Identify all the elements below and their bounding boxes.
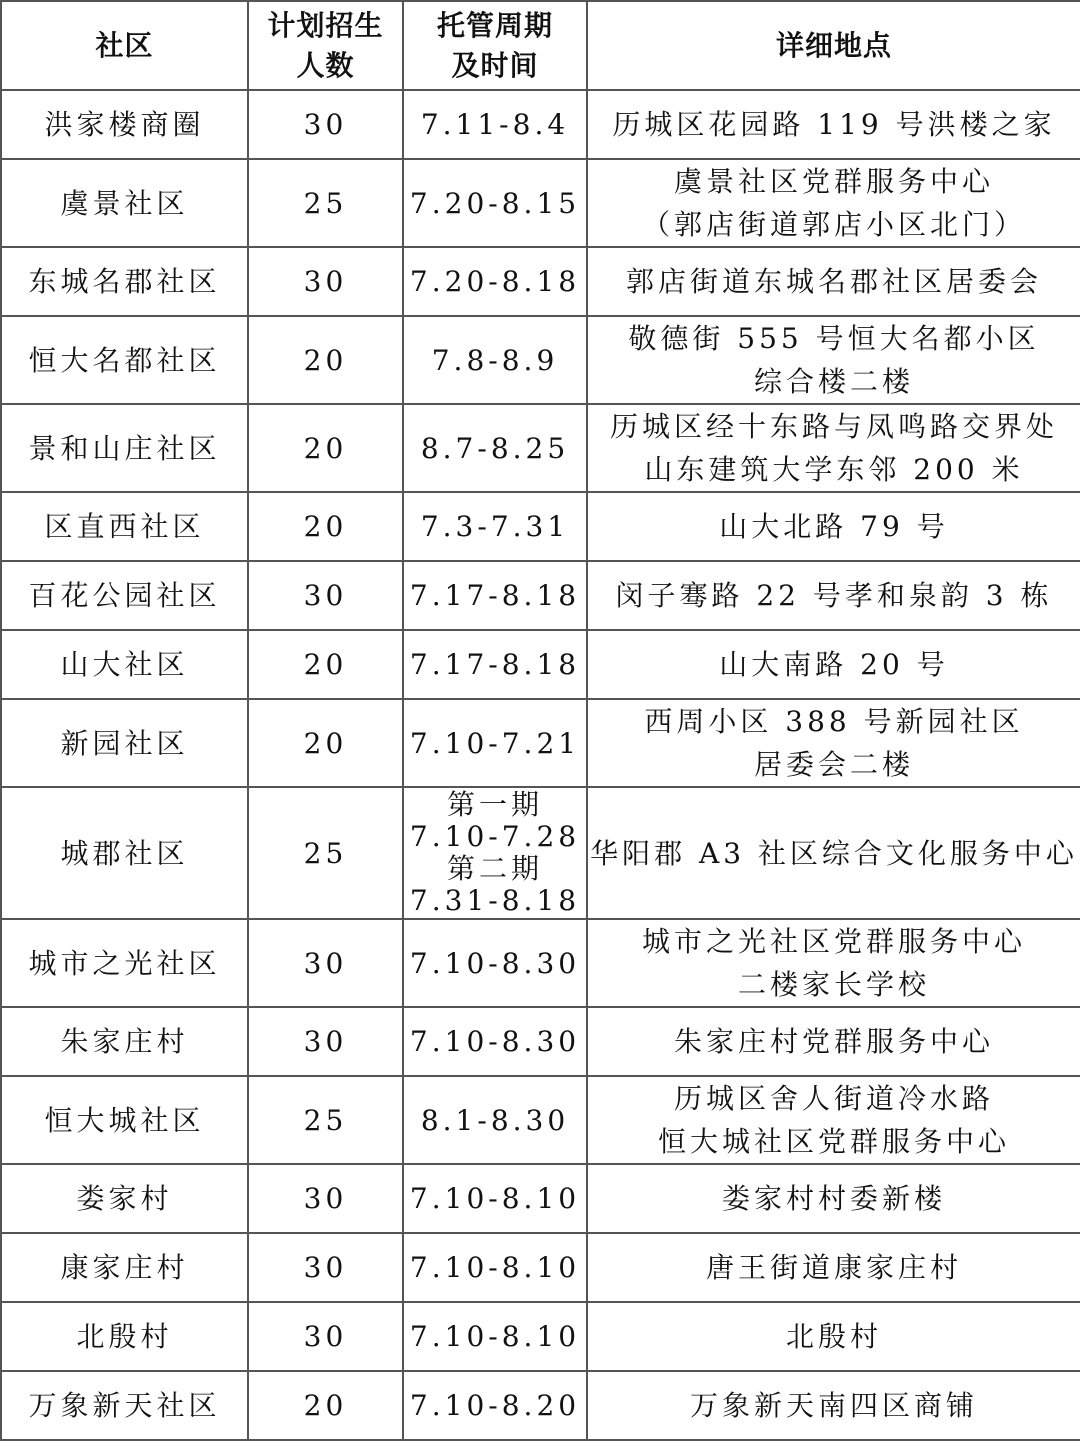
location-cell: 唐王街道康家庄村 [587,1233,1080,1302]
community-cell: 朱家庄村 [1,1007,248,1076]
count-cell: 20 [248,492,403,561]
table-row [1,787,1080,919]
location-cell: 城市之光社区党群服务中心 二楼家长学校 [587,919,1080,1007]
header-row [1,1,1080,90]
period-cell: 7.8-8.9 [403,316,587,404]
count-cell: 30 [248,90,403,159]
count-cell: 30 [248,1233,403,1302]
location-cell: 西周小区 388 号新园社区 居委会二楼 [587,699,1080,787]
table-row [1,630,1080,699]
count-cell: 20 [248,1371,403,1440]
location-cell: 娄家村村委新楼 [587,1164,1080,1233]
count-cell: 20 [248,630,403,699]
count-cell: 30 [248,1007,403,1076]
table-row [1,1371,1080,1440]
period-cell: 7.10-8.30 [403,1007,587,1076]
community-cell: 百花公园社区 [1,561,248,630]
period-cell: 7.10-8.10 [403,1164,587,1233]
period-cell: 8.1-8.30 [403,1076,587,1164]
location-cell: 万象新天南四区商铺 [587,1371,1080,1440]
count-cell: 30 [248,1302,403,1371]
location-cell: 敬德街 555 号恒大名都小区 综合楼二楼 [587,316,1080,404]
community-cell: 山大社区 [1,630,248,699]
header-period: 托管周期 及时间 [403,1,587,90]
table-row [1,247,1080,316]
table-row [1,1233,1080,1302]
table-body [1,90,1080,1440]
location-cell: 闵子骞路 22 号孝和泉韵 3 栋 [587,561,1080,630]
community-cell: 恒大城社区 [1,1076,248,1164]
period-cell: 7.17-8.18 [403,630,587,699]
count-cell: 25 [248,1076,403,1164]
period-cell: 7.10-8.30 [403,919,587,1007]
period-cell: 7.10-8.10 [403,1233,587,1302]
count-cell: 20 [248,699,403,787]
community-cell: 东城名郡社区 [1,247,248,316]
period-cell: 7.20-8.18 [403,247,587,316]
table-row [1,316,1080,404]
community-cell: 虞景社区 [1,159,248,247]
header-community: 社区 [1,1,248,90]
community-cell: 景和山庄社区 [1,404,248,492]
location-cell: 华阳郡 A3 社区综合文化服务中心 [587,787,1080,919]
table-row [1,561,1080,630]
table-row [1,919,1080,1007]
count-cell: 20 [248,404,403,492]
location-cell: 山大北路 79 号 [587,492,1080,561]
period-cell: 7.20-8.15 [403,159,587,247]
period-cell: 7.10-8.10 [403,1302,587,1371]
count-cell: 25 [248,787,403,919]
period-cell: 7.11-8.4 [403,90,587,159]
header-count: 计划招生 人数 [248,1,403,90]
location-cell: 历城区经十东路与凤鸣路交界处 山东建筑大学东邻 200 米 [587,404,1080,492]
header-location: 详细地点 [587,1,1080,90]
period-cell: 7.10-7.21 [403,699,587,787]
table-row [1,404,1080,492]
table-row [1,90,1080,159]
location-cell: 历城区舍人街道冷水路 恒大城社区党群服务中心 [587,1076,1080,1164]
period-cell: 第一期 7.10-7.28 第二期 7.31-8.18 [403,787,587,919]
location-cell: 朱家庄村党群服务中心 [587,1007,1080,1076]
location-cell: 虞景社区党群服务中心 （郭店街道郭店小区北门） [587,159,1080,247]
count-cell: 25 [248,159,403,247]
period-cell: 7.3-7.31 [403,492,587,561]
table-row [1,1164,1080,1233]
community-cell: 康家庄村 [1,1233,248,1302]
community-cell: 城郡社区 [1,787,248,919]
community-cell: 城市之光社区 [1,919,248,1007]
count-cell: 30 [248,1164,403,1233]
table-row [1,1076,1080,1164]
community-cell: 新园社区 [1,699,248,787]
community-cell: 恒大名都社区 [1,316,248,404]
table-row [1,699,1080,787]
period-cell: 8.7-8.25 [403,404,587,492]
community-cell: 北殷村 [1,1302,248,1371]
location-cell: 历城区花园路 119 号洪楼之家 [587,90,1080,159]
count-cell: 30 [248,919,403,1007]
community-cell: 洪家楼商圈 [1,90,248,159]
table-row [1,1302,1080,1371]
community-cell: 娄家村 [1,1164,248,1233]
table-row [1,1007,1080,1076]
table-row [1,492,1080,561]
location-cell: 北殷村 [587,1302,1080,1371]
period-cell: 7.17-8.18 [403,561,587,630]
period-cell: 7.10-8.20 [403,1371,587,1440]
count-cell: 20 [248,316,403,404]
count-cell: 30 [248,561,403,630]
community-cell: 万象新天社区 [1,1371,248,1440]
table-row [1,159,1080,247]
location-cell: 郭店街道东城名郡社区居委会 [587,247,1080,316]
count-cell: 30 [248,247,403,316]
location-cell: 山大南路 20 号 [587,630,1080,699]
community-cell: 区直西社区 [1,492,248,561]
